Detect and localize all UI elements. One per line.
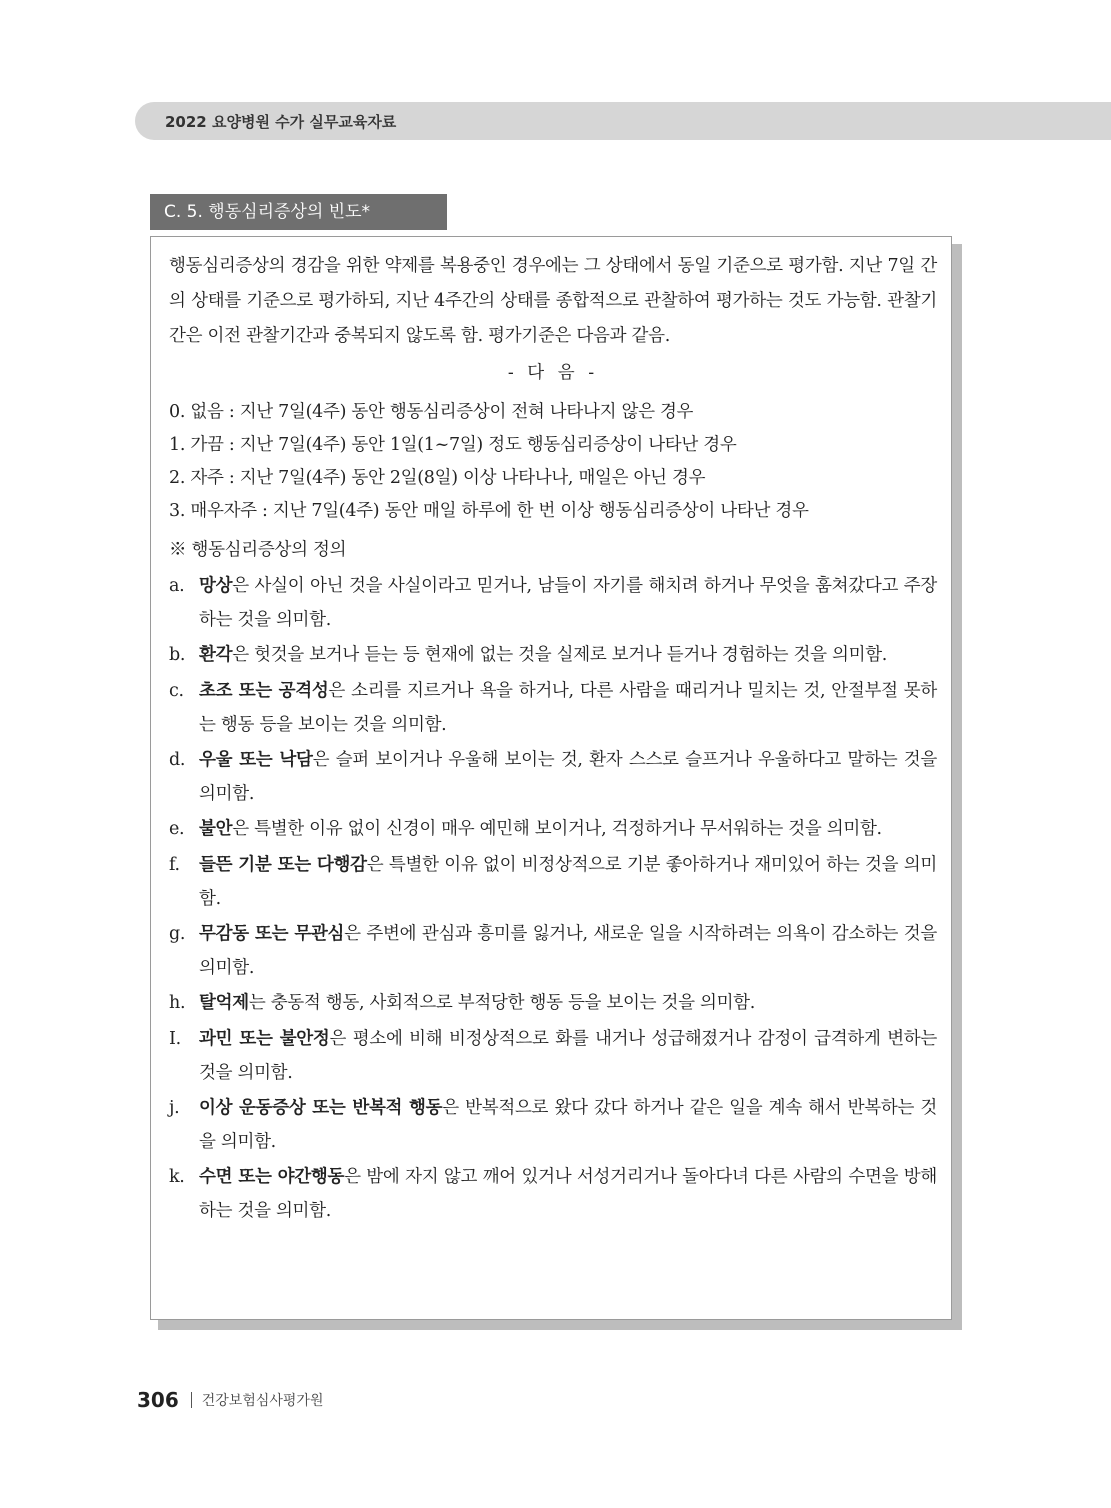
section-title: C. 5. 행동심리증상의 빈도* xyxy=(150,194,447,230)
definition-item xyxy=(169,986,937,1021)
definition-item xyxy=(169,674,937,742)
publisher-name: 건강보험심사평가원 xyxy=(201,1393,324,1409)
definition-term: 이상 운동증상 또는 반복적 행동 xyxy=(199,1098,443,1118)
definition-item xyxy=(169,917,937,985)
definition-item xyxy=(169,569,937,637)
criteria-item: 2. 자주 : 지난 7일(4주) 동안 2일(8일) 이상 나타나나, 매일은 아닌 경우 xyxy=(169,468,706,488)
definition-label: I. xyxy=(169,1029,181,1049)
definition-term: 망상 xyxy=(199,576,233,596)
definition-label: k. xyxy=(169,1167,185,1187)
definition-term: 수면 또는 야간행동 xyxy=(199,1167,345,1187)
definition-label: c. xyxy=(169,681,184,701)
definition-text: 는 충동적 행동, 사회적으로 부적당한 행동 등을 보이는 것을 의미함. xyxy=(248,993,756,1013)
content-box xyxy=(150,236,952,1320)
definition-item xyxy=(169,1091,937,1159)
definition-term: 불안 xyxy=(199,819,233,839)
definition-item xyxy=(169,743,937,811)
definition-text: 은 사실이 아닌 것을 사실이라고 믿거나, 남들이 자기를 해치려 하거나 무엇을 훔쳐갔다고 주장하는 것을 의미함. xyxy=(199,576,937,630)
definition-text: 은 주변에 관심과 흥미를 잃거나, 새로운 일을 시작하려는 의욕이 감소하는 것을 의미함. xyxy=(199,924,937,978)
definition-item xyxy=(169,638,937,673)
definition-term: 우울 또는 낙담 xyxy=(199,750,313,770)
center-label: - 다 음 - xyxy=(507,363,599,383)
page-number: 306 xyxy=(137,1388,179,1412)
definition-label: a. xyxy=(169,576,185,596)
definition-text: 은 특별한 이유 없이 비정상적으로 기분 좋아하거나 재미있어 하는 것을 의미함. xyxy=(199,855,937,909)
criteria-item: 1. 가끔 : 지난 7일(4주) 동안 1일(1~7일) 정도 행동심리증상이 나타난 경우 xyxy=(169,435,737,455)
intro-paragraph: 행동심리증상의 경감을 위한 약제를 복용중인 경우에는 그 상태에서 동일 기준으로 평가함. 지난 7일 간의 상태를 기준으로 평가하되, 지난 4주간의 상태를 종합적으로 관찰하여 평가하는 것도 가능함. 관찰기간은 이전 관찰기간과 중복되지 않도록 함. 평가기준은 다음과 같음. xyxy=(169,256,937,346)
definition-term: 과민 또는 불안정 xyxy=(199,1029,330,1049)
definition-text: 은 소리를 지르거나 욕을 하거나, 다른 사람을 때리거나 밀치는 것, 안절부절 못하는 행동 등을 보이는 것을 의미함. xyxy=(199,681,937,735)
definition-item xyxy=(169,848,937,916)
definition-label: g. xyxy=(169,924,186,944)
definition-item xyxy=(169,1160,937,1228)
definition-term: 들뜬 기분 또는 다행감 xyxy=(199,855,367,875)
definition-text: 은 밤에 자지 않고 깨어 있거나 서성거리거나 돌아다녀 다른 사람의 수면을 방해하는 것을 의미함. xyxy=(199,1167,937,1221)
definition-text: 은 특별한 이유 없이 신경이 매우 예민해 보이거나, 걱정하거나 무서워하는 것을 의미함. xyxy=(232,819,882,839)
definition-item xyxy=(169,1022,937,1090)
criteria-item: 0. 없음 : 지난 7일(4주) 동안 행동심리증상이 전혀 나타나지 않은 경우 xyxy=(169,402,694,422)
definition-label: e. xyxy=(169,819,185,839)
criteria-item: 3. 매우자주 : 지난 7일(4주) 동안 매일 하루에 한 번 이상 행동심리증상이 나타난 경우 xyxy=(169,501,809,521)
definition-term: 무감동 또는 무관심 xyxy=(199,924,345,944)
footer-divider xyxy=(191,1392,192,1408)
header-bar xyxy=(135,102,1111,140)
definition-item xyxy=(169,812,937,847)
definition-text: 은 슬퍼 보이거나 우울해 보이는 것, 환자 스스로 슬프거나 우울하다고 말하는 것을 의미함. xyxy=(199,750,937,804)
definition-text: 은 반복적으로 왔다 갔다 하거나 같은 일을 계속 해서 반복하는 것을 의미함. xyxy=(199,1098,937,1152)
document-title: 2022 요양병원 수가 실무교육자료 xyxy=(165,113,397,131)
definition-text: 은 헛것을 보거나 듣는 등 현재에 없는 것을 실제로 보거나 듣거나 경험하는 것을 의미함. xyxy=(232,645,888,665)
definition-label: h. xyxy=(169,993,186,1013)
definition-label: d. xyxy=(169,750,186,770)
definition-term: 환각 xyxy=(199,645,233,665)
content-body xyxy=(169,249,937,1228)
definition-term: 초조 또는 공격성 xyxy=(199,681,329,701)
definition-text: 은 평소에 비해 비정상적으로 화를 내거나 성급해졌거나 감정이 급격하게 변하는 것을 의미함. xyxy=(199,1029,938,1083)
page-footer xyxy=(137,1388,323,1412)
definition-label: f. xyxy=(169,855,180,875)
definition-label: j. xyxy=(169,1098,180,1118)
definition-term: 탈억제 xyxy=(199,993,249,1013)
definition-label: b. xyxy=(169,645,186,665)
definitions-heading: ※ 행동심리증상의 정의 xyxy=(169,540,347,560)
